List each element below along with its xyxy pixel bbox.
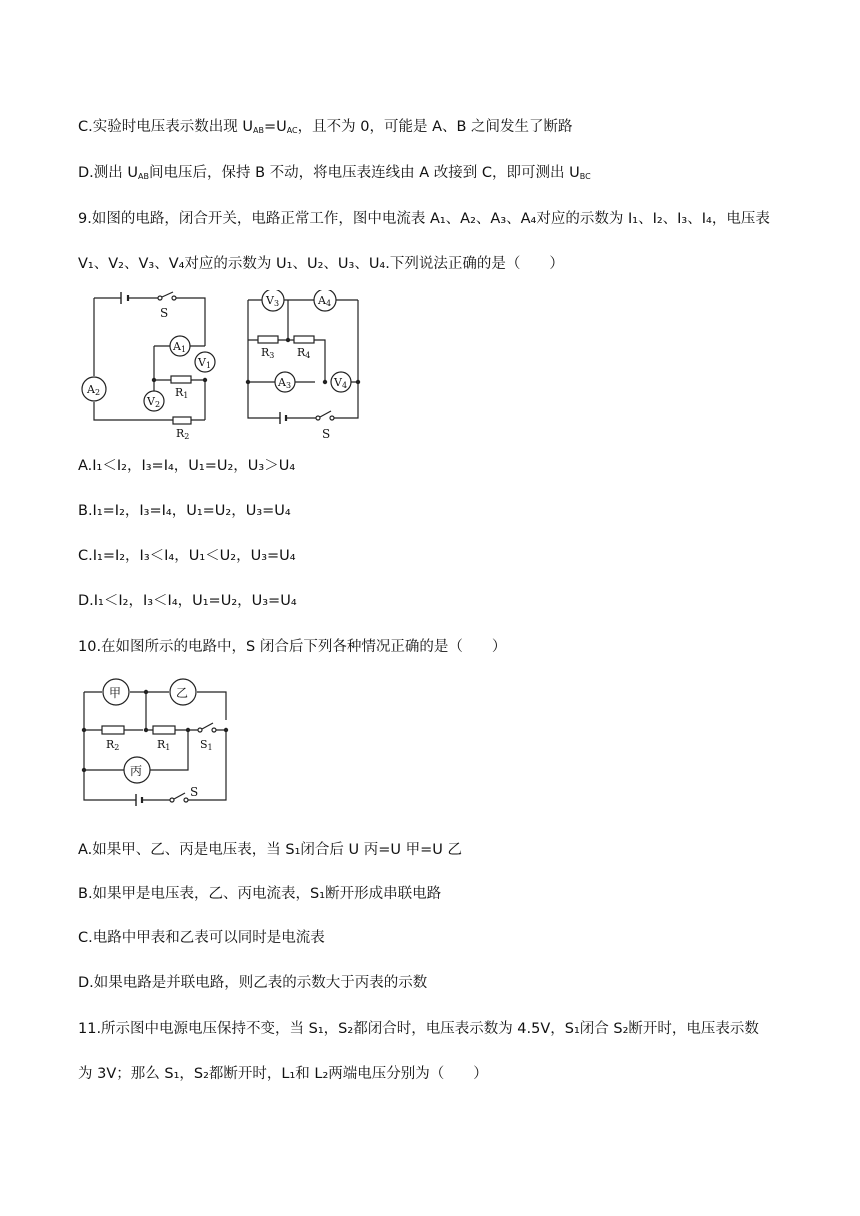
svg-text:乙: 乙 [176,686,189,700]
svg-text:V2: V2 [147,395,161,409]
svg-text:A4: A4 [318,294,332,308]
q10-option-c: C.电路中甲表和乙表可以同时是电流表 [78,930,325,946]
svg-text:甲: 甲 [109,686,122,700]
switch-s1-label: S1 [200,738,213,752]
svg-text:R3: R3 [261,346,275,360]
q9-stem-line-1: 9.如图的电路，闭合开关，电路正常工作，图中电流表 A₁、A₂、A₃、A₄对应的示数为 I₁、I₂、I₃、I₄，电压表 [78,211,770,227]
svg-text:R1: R1 [157,738,171,752]
q9-circuit-diagram-2 [240,290,370,445]
svg-text:A3: A3 [278,376,292,390]
q9-circuit-diagram-1 [76,290,226,450]
svg-text:V1: V1 [198,356,212,370]
svg-text:V4: V4 [334,376,348,390]
q9-option-b: B.I₁=I₂，I₃=I₄，U₁=U₂，U₃=U₄ [78,503,291,519]
q10-option-d: D.如果电路是并联电路，则乙表的示数大于丙表的示数 [78,975,428,991]
q11-stem-line-2: 为 3V；那么 S₁，S₂都断开时，L₁和 L₂两端电压分别为（ ） [78,1066,488,1082]
resistor-r2 [102,726,124,734]
svg-text:A1: A1 [173,340,187,354]
svg-text:R2: R2 [106,738,120,752]
svg-text:V3: V3 [266,294,280,308]
q9-option-c: C.I₁=I₂，I₃＜I₄，U₁＜U₂，U₃=U₄ [78,548,296,564]
q9-option-d: D.I₁＜I₂，I₃＜I₄，U₁=U₂，U₃=U₄ [78,593,297,609]
fig1-switch-label: S [160,306,169,320]
q9-stem-line-2: V₁、V₂、V₃、V₄对应的示数为 U₁、U₂、U₃、U₄.下列说法正确的是（ ） [78,256,564,272]
svg-text:丙: 丙 [130,764,143,778]
q10-option-a: A.如果甲、乙、丙是电压表，当 S₁闭合后 U 丙=U 甲=U 乙 [78,842,462,858]
svg-text:S: S [190,785,199,799]
svg-text:S: S [322,427,331,441]
q8-option-c: C.实验时电压表示数出现 $U_{AB}=U_{AC}$，且不为 0，可能是 A、B 之间发生了断路 [78,119,573,135]
q9-option-a: A.I₁＜I₂，I₃=I₄，U₁=U₂，U₃＞U₄ [78,458,296,474]
resistor-r1 [171,376,191,383]
svg-text:R2: R2 [176,427,190,441]
q11-stem-line-1: 11.所示图中电源电压保持不变，当 S₁，S₂都闭合时，电压表示数为 4.5V，S₁闭合 S₂断开时，电压表示数 [78,1021,759,1037]
resistor-r3 [258,336,278,343]
resistor-r1 [153,726,175,734]
q10-circuit-diagram [76,676,236,806]
resistor-r2 [173,417,191,424]
q10-stem: 10.在如图所示的电路中，S 闭合后下列各种情况正确的是（ ） [78,639,507,655]
resistor-r4 [294,336,314,343]
q8-option-d: D.测出 $U_{AB}$间电压后，保持 B 不动，将电压表连线由 A 改接到 C，即可测出 $U_{BC}$ [78,165,591,181]
svg-text:R4: R4 [297,346,311,360]
q10-option-b: B.如果甲是电压表，乙、丙电流表，S₁断开形成串联电路 [78,886,442,902]
svg-text:A2: A2 [87,383,101,397]
svg-text:R1: R1 [175,386,189,400]
